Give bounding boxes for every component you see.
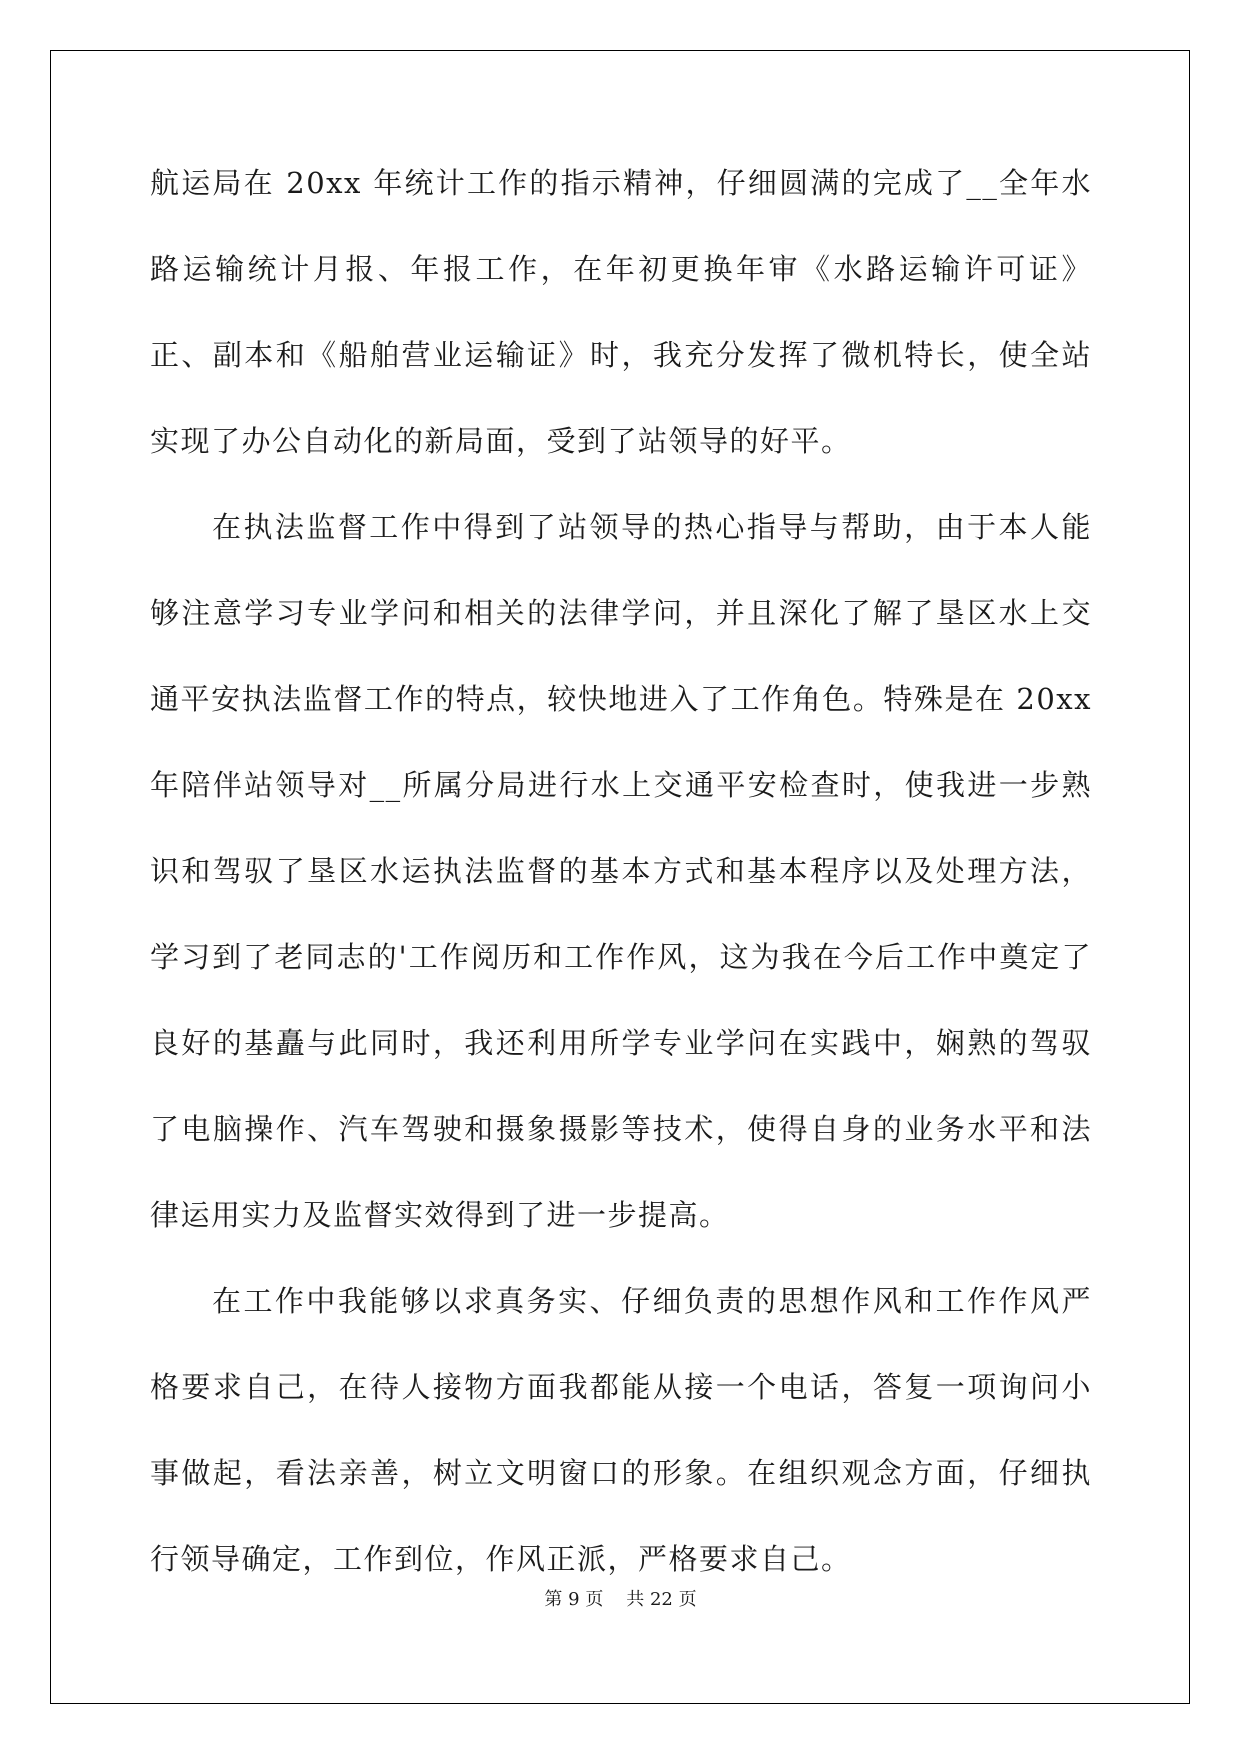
page-footer — [0, 1585, 1241, 1611]
page-total: 共 22 页 — [626, 1589, 697, 1610]
paragraph-2: 在执法监督工作中得到了站领导的热心指导与帮助，由于本人能够注意学习专业学问和相关的法律学问，并且深化了解了垦区水上交通平安执法监督工作的特点，较快地进入了工作角色。特殊是在 20xx 年陪伴站领导对__所属分局进行水上交通平安检查时，使我进一步熟识和驾驭了垦区水运执法监督的基本方式和基本程序以及处理方法，学习到了老同志的'工作阅历和工作作风，这为我在今后工作中奠定了良好的基矗与此同时，我还利用所学专业学问在实践中，娴熟的驾驭了电脑操作、汽车驾驶和摄象摄影等技术，使得自身的业务水平和法律运用实力及监督实效得到了进一步提高。 — [150, 510, 1092, 1232]
page-number: 第 9 页 — [544, 1589, 604, 1610]
paragraph-3: 在工作中我能够以求真务实、仔细负责的思想作风和工作作风严格要求自己，在待人接物方面我都能从接一个电话，答复一项询问小事做起，看法亲善，树立文明窗口的形象。在组织观念方面，仔细执行领导确定，工作到位，作风正派，严格要求自己。 — [150, 1284, 1092, 1576]
paragraph-1: 航运局在 20xx 年统计工作的指示精神，仔细圆满的完成了__全年水路运输统计月报、年报工作，在年初更换年审《水路运输许可证》正、副本和《船舶营业运输证》时，我充分发挥了微机特长，使全站实现了办公自动化的新局面，受到了站领导的好平。 — [150, 166, 1092, 458]
document-body — [150, 140, 1092, 1602]
